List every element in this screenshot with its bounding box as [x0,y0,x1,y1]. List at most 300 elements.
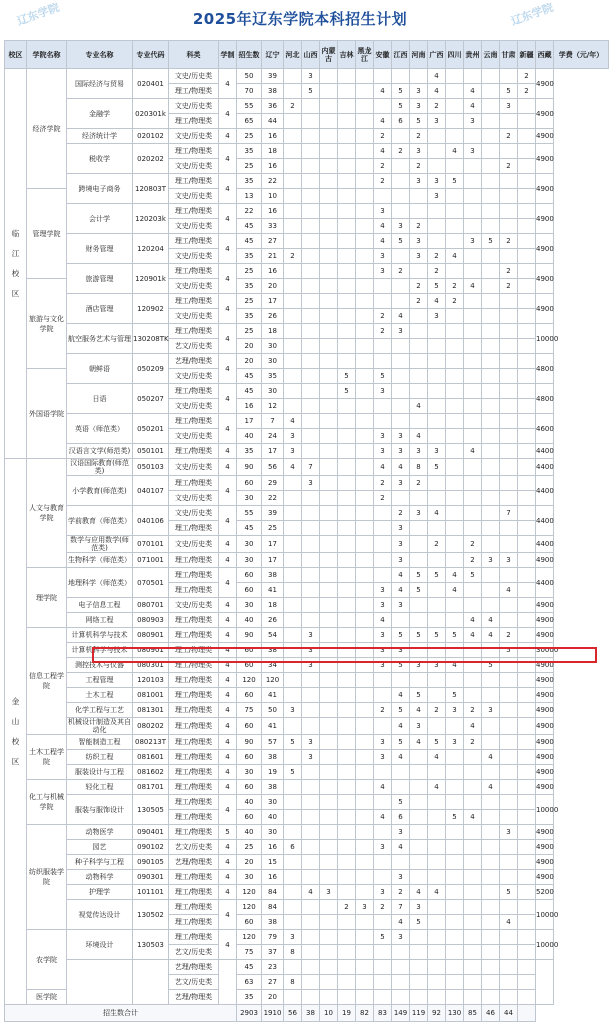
quota-cell [500,750,518,765]
quota-cell [518,795,536,810]
quota-cell [410,643,428,658]
quota-cell [338,249,356,264]
quota-cell: 2 [410,159,428,174]
quota-cell: 6 [392,810,410,825]
quota-cell [428,324,446,339]
quota-cell [428,583,446,598]
table-row [5,536,609,553]
quota-cell [302,536,320,553]
quota-cell: 90 [237,735,262,750]
quota-cell: 20 [262,279,284,294]
quota-cell [410,553,428,568]
quota-cell [518,900,536,915]
quota-cell [392,960,410,975]
quota-cell: 22 [262,174,284,189]
quota-cell [302,825,320,840]
quota-cell [338,975,356,990]
quota-cell: 5 [500,84,518,99]
table-row [5,930,609,945]
years-cell: 4 [219,930,237,960]
quota-cell: 16 [262,840,284,855]
college-cell: 土木工程学院 [27,735,67,780]
quota-cell [374,718,392,735]
quota-cell: 45 [237,219,262,234]
quota-cell [302,521,320,536]
quota-cell: 18 [262,324,284,339]
fee-cell: 4900 [536,129,554,144]
major-code: 050103 [133,459,169,476]
quota-cell: 30 [262,825,284,840]
quota-cell: 2 [410,476,428,491]
quota-cell: 37 [262,945,284,960]
quota-cell [482,885,500,900]
quota-cell [428,960,446,975]
quota-cell [428,930,446,945]
quota-cell: 5 [428,628,446,643]
major-code: 050209 [133,354,169,384]
table-row [5,144,609,159]
major-code: 130503 [133,930,169,960]
table-row [5,765,609,780]
quota-cell: 4 [410,885,428,900]
quota-cell [338,990,356,1005]
quota-cell [374,825,392,840]
quota-cell [518,930,536,945]
quota-cell: 35 [237,309,262,324]
years-cell: 4 [219,294,237,324]
quota-cell: 3 [410,900,428,915]
quota-cell [338,189,356,204]
quota-cell: 45 [237,234,262,249]
college-cell: 管理学院 [27,189,67,279]
quota-cell [428,159,446,174]
quota-cell: 3 [392,553,410,568]
quota-cell [518,688,536,703]
quota-cell [428,234,446,249]
quota-cell: 4 [446,568,464,583]
table-row [5,960,609,975]
quota-cell: 15 [262,855,284,870]
quota-cell: 120 [262,673,284,688]
quota-cell: 6 [392,114,410,129]
quota-cell [464,429,482,444]
quota-cell: 5 [392,99,410,114]
quota-cell: 4 [428,780,446,795]
quota-cell: 3 [428,309,446,324]
quota-cell [392,765,410,780]
quota-cell [446,384,464,399]
quota-cell [518,354,536,369]
quota-cell [320,129,338,144]
quota-cell: 5 [284,765,302,780]
quota-cell [482,673,500,688]
quota-cell: 3 [284,703,302,718]
quota-cell: 4 [374,114,392,129]
subject-type: 理工/物理类 [169,234,219,249]
fee-cell: 4600 [536,414,554,444]
major-name: 日语 [67,384,133,414]
college-cell: 医学院 [27,990,67,1005]
quota-cell: 3 [374,598,392,613]
quota-cell [392,339,410,354]
quota-cell [428,810,446,825]
total-cell: 2903 [237,1005,262,1022]
major-name: 经济统计学 [67,129,133,144]
quota-cell: 35 [237,444,262,459]
major-name: 数学与应用数学(师范类) [67,536,133,553]
years-cell: 4 [219,129,237,144]
quota-cell: 4 [374,459,392,476]
quota-cell [464,294,482,309]
quota-cell [320,840,338,855]
subject-type: 理工/物理类 [169,174,219,189]
quota-cell [428,643,446,658]
quota-cell: 5 [410,583,428,598]
quota-cell: 16 [262,204,284,219]
quota-cell [392,945,410,960]
major-code: 120203k [133,204,169,234]
campus-cell [5,459,27,1005]
quota-cell: 41 [262,583,284,598]
quota-cell [464,369,482,384]
table-row [5,354,609,369]
header-cell: 学院名称 [27,41,67,69]
quota-cell [482,339,500,354]
quota-cell [356,855,374,870]
quota-cell: 5 [428,279,446,294]
quota-cell: 5 [392,795,410,810]
quota-cell: 4 [482,750,500,765]
quota-cell [356,294,374,309]
table-row [5,825,609,840]
quota-cell: 5 [410,915,428,930]
subject-type: 理工/物理类 [169,750,219,765]
quota-cell: 57 [262,735,284,750]
major-code: 080903 [133,613,169,628]
quota-cell [446,990,464,1005]
major-code: 080901 [133,643,169,658]
quota-cell [320,279,338,294]
quota-cell: 4 [392,840,410,855]
quota-cell [356,945,374,960]
quota-cell [446,975,464,990]
quota-cell: 5 [410,568,428,583]
quota-cell [518,658,536,673]
years-cell: 4 [219,795,237,825]
quota-cell [284,234,302,249]
table-row [5,870,609,885]
subject-type: 艺文/历史类 [169,339,219,354]
quota-cell [284,855,302,870]
quota-cell [500,69,518,84]
quota-cell [518,99,536,114]
quota-cell [320,384,338,399]
major-code: 070101 [133,536,169,553]
quota-cell [446,930,464,945]
years-cell: 4 [219,144,237,174]
quota-cell: 3 [392,870,410,885]
quota-cell [464,855,482,870]
quota-cell [464,583,482,598]
quota-cell [320,84,338,99]
quota-cell [320,476,338,491]
total-cell: 119 [410,1005,428,1022]
quota-cell: 5 [464,568,482,583]
quota-cell [320,765,338,780]
quota-cell [500,855,518,870]
quota-cell [464,780,482,795]
quota-cell [428,354,446,369]
subject-type: 文史/历史类 [169,279,219,294]
totals-label: 招生数合计 [5,1005,237,1022]
quota-cell [284,960,302,975]
quota-cell [302,99,320,114]
major-code: 081701 [133,780,169,795]
major-code: 120803T [133,174,169,204]
quota-cell [302,189,320,204]
subject-type: 理工/物理类 [169,765,219,780]
quota-cell: 38 [262,84,284,99]
quota-cell: 25 [237,324,262,339]
major-name: 视觉传达设计 [67,900,133,930]
quota-cell [482,294,500,309]
quota-cell [338,628,356,643]
quota-cell [320,174,338,189]
quota-cell [410,324,428,339]
quota-cell [464,521,482,536]
table-row [5,855,609,870]
table-row [5,553,609,568]
quota-cell [302,960,320,975]
quota-cell [338,750,356,765]
quota-cell: 38 [262,568,284,583]
quota-cell: 4 [392,718,410,735]
header-cell: 新疆 [518,41,536,69]
quota-cell: 20 [237,855,262,870]
header-cell: 校区 [5,41,27,69]
quota-cell: 2 [284,249,302,264]
quota-cell: 4 [410,735,428,750]
quota-cell: 2 [464,536,482,553]
quota-cell: 2 [374,129,392,144]
quota-cell [518,114,536,129]
quota-cell [302,930,320,945]
quota-cell: 4 [392,750,410,765]
major-code: 081602 [133,765,169,780]
subject-type: 文史/历史类 [169,491,219,506]
quota-cell: 60 [237,688,262,703]
quota-cell: 3 [392,930,410,945]
quota-cell [446,960,464,975]
quota-cell: 3 [302,628,320,643]
quota-cell [410,309,428,324]
header-cell: 广西 [428,41,446,69]
quota-cell [338,795,356,810]
quota-cell: 2 [464,553,482,568]
quota-cell [284,354,302,369]
quota-cell [302,795,320,810]
quota-cell: 30 [237,765,262,780]
quota-cell [356,870,374,885]
quota-cell [302,598,320,613]
campus-char: 区 [11,288,20,298]
quota-cell: 3 [392,324,410,339]
total-cell: 149 [392,1005,410,1022]
subject-type: 文史/历史类 [169,506,219,521]
quota-cell: 3 [302,658,320,673]
header-cell: 科类 [169,41,219,69]
years-cell: 4 [219,750,237,765]
quota-cell [446,553,464,568]
quota-cell [356,825,374,840]
quota-cell [518,414,536,429]
quota-cell: 3 [374,384,392,399]
quota-cell: 16 [237,399,262,414]
major-name: 智能制造工程 [67,735,133,750]
quota-cell [518,825,536,840]
quota-cell: 19 [262,765,284,780]
quota-cell [428,429,446,444]
quota-cell [356,703,374,718]
subject-type: 理工/物理类 [169,688,219,703]
quota-cell [482,429,500,444]
quota-cell [338,598,356,613]
subject-type: 理工/物理类 [169,870,219,885]
quota-cell [410,840,428,855]
quota-cell [356,204,374,219]
major-code: 050201 [133,414,169,444]
quota-cell: 55 [237,99,262,114]
quota-cell: 3 [374,658,392,673]
quota-cell [320,553,338,568]
header-cell: 专业代码 [133,41,169,69]
quota-cell [464,339,482,354]
major-code: 020301k [133,99,169,129]
quota-cell: 4 [428,506,446,521]
quota-cell [302,384,320,399]
fee-cell: 4900 [536,688,554,703]
quota-cell: 3 [410,84,428,99]
quota-cell [338,583,356,598]
quota-cell [482,795,500,810]
table-row [5,204,609,219]
quota-cell [320,114,338,129]
fee-cell: 4400 [536,459,554,476]
table-row [5,99,609,114]
quota-cell: 30 [262,354,284,369]
subject-type: 理工/物理类 [169,583,219,598]
major-code: 081001 [133,688,169,703]
quota-cell: 2 [392,506,410,521]
quota-cell: 5 [446,810,464,825]
quota-cell: 3 [302,643,320,658]
quota-cell [284,506,302,521]
years-cell: 4 [219,598,237,613]
major-code: 071001 [133,553,169,568]
quota-cell [518,339,536,354]
years-cell: 4 [219,264,237,294]
quota-cell: 4 [392,688,410,703]
table-body [5,69,609,1005]
quota-cell [518,840,536,855]
subject-type: 文史/历史类 [169,399,219,414]
quota-cell [518,399,536,414]
quota-cell [482,870,500,885]
campus-cell [5,69,27,459]
campus-char: 校 [11,268,20,278]
quota-cell: 35 [237,144,262,159]
quota-cell: 3 [446,735,464,750]
major-name: 酒店管理 [67,294,133,324]
quota-cell [356,795,374,810]
fee-cell: 4900 [536,69,554,99]
quota-cell [446,643,464,658]
quota-cell [410,825,428,840]
quota-cell [500,384,518,399]
quota-cell: 55 [237,506,262,521]
quota-cell [356,84,374,99]
quota-cell [428,975,446,990]
subject-type: 艺文/历史类 [169,945,219,960]
quota-cell [284,84,302,99]
quota-cell [446,870,464,885]
quota-cell [320,444,338,459]
quota-cell [518,294,536,309]
quota-cell [320,339,338,354]
quota-cell [356,750,374,765]
quota-cell [356,735,374,750]
quota-cell [338,703,356,718]
quota-cell [338,159,356,174]
subject-type: 理工/物理类 [169,825,219,840]
years-cell: 4 [219,840,237,855]
quota-cell: 3 [374,583,392,598]
quota-cell: 3 [392,536,410,553]
quota-cell: 20 [262,990,284,1005]
years-cell: 4 [219,234,237,264]
quota-cell [446,264,464,279]
quota-cell [338,99,356,114]
quota-cell [320,309,338,324]
quota-cell [302,429,320,444]
quota-cell: 29 [262,476,284,491]
quota-cell [338,855,356,870]
quota-cell [428,369,446,384]
quota-cell [446,825,464,840]
quota-cell: 3 [374,628,392,643]
quota-cell: 30 [237,553,262,568]
quota-cell: 40 [237,795,262,810]
quota-cell: 90 [237,628,262,643]
quota-cell [302,840,320,855]
total-cell: 92 [428,1005,446,1022]
quota-cell [410,384,428,399]
quota-cell: 7 [262,414,284,429]
quota-cell: 4 [446,583,464,598]
quota-cell [338,429,356,444]
quota-cell [374,673,392,688]
quota-cell [410,945,428,960]
subject-type: 艺理/物理类 [169,960,219,975]
quota-cell [374,69,392,84]
major-code: 040107 [133,476,169,506]
fee-cell: 30000 [536,643,554,658]
quota-cell: 4 [374,234,392,249]
quota-cell [482,536,500,553]
fee-cell: 4400 [536,506,554,536]
quota-cell [464,945,482,960]
major-code: 040106 [133,506,169,536]
